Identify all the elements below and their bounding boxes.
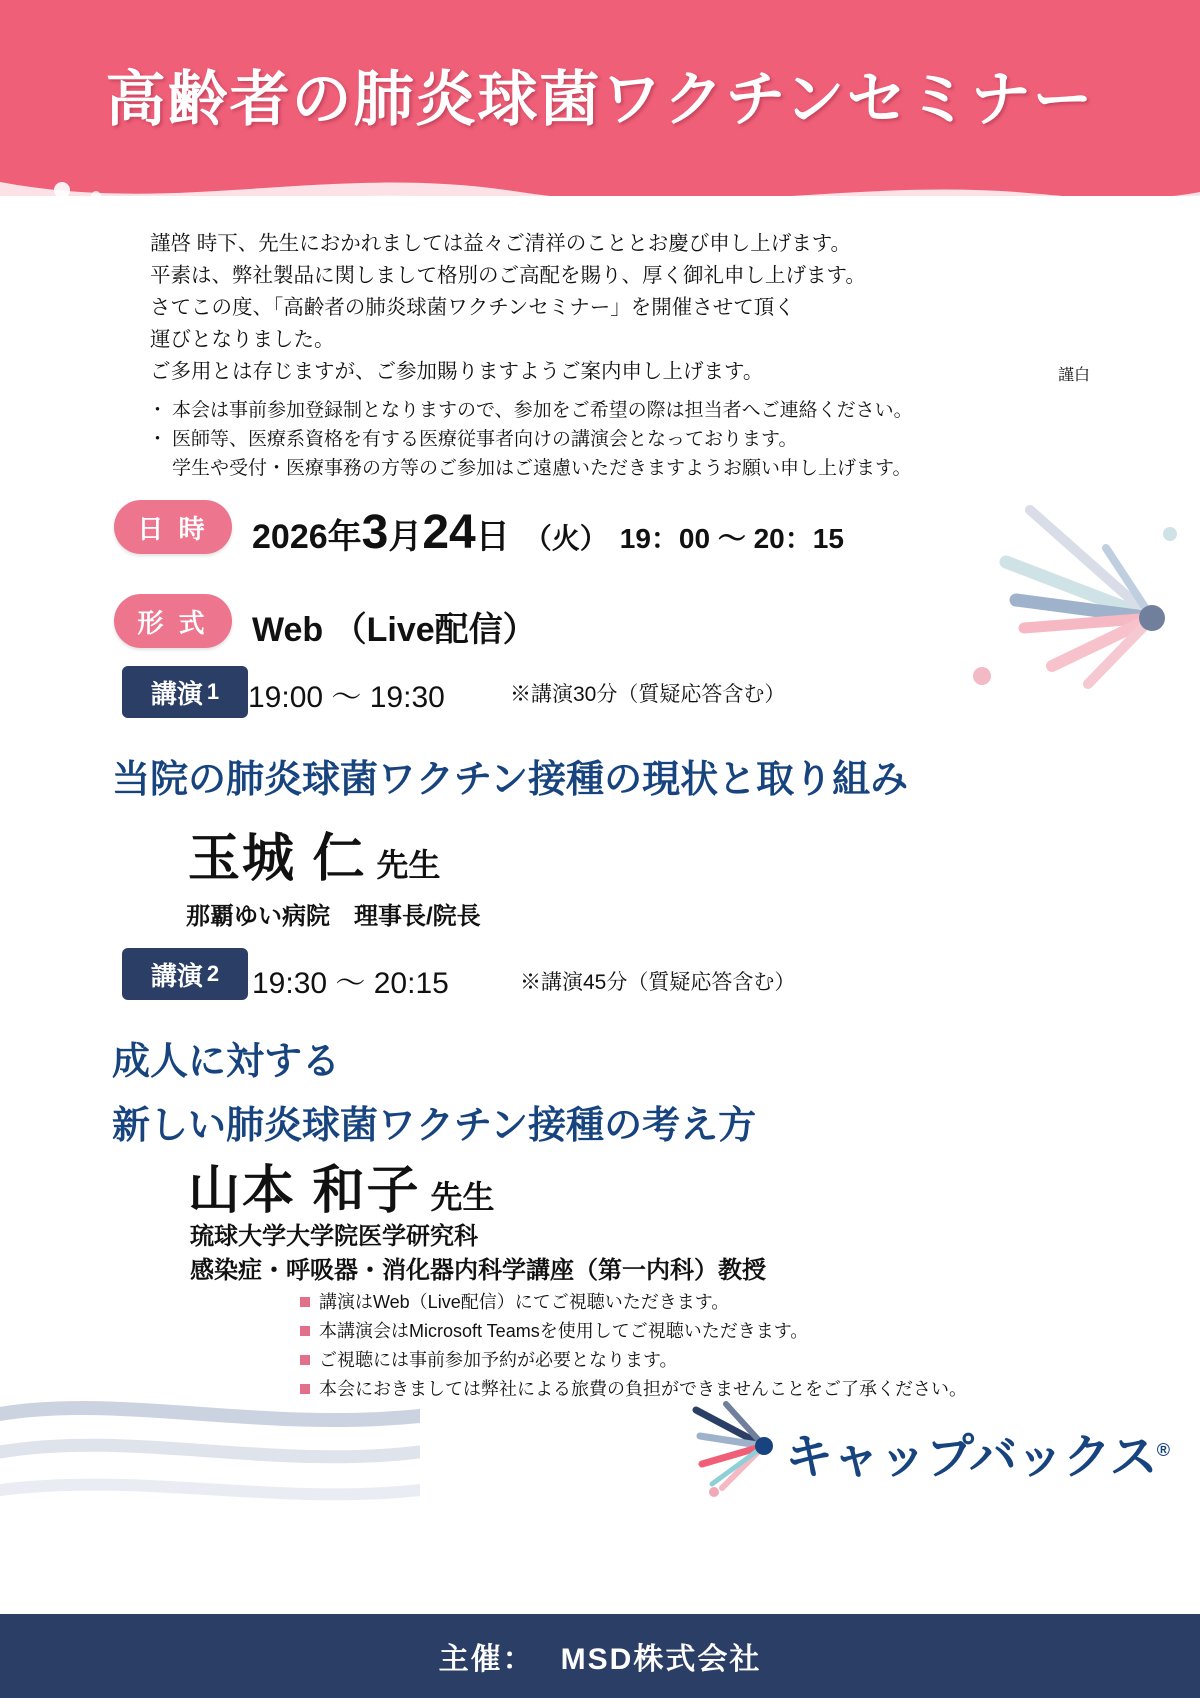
square-bullet-icon: [300, 1355, 310, 1365]
lecture-2-affiliation-2: 感染症・呼吸器・消化器内科学講座（第一内科）教授: [190, 1257, 766, 1284]
note-subtext: 学生や受付・医療事務の方等のご参加はご遠慮いただきますようお願い申し上げます。: [172, 458, 912, 479]
note-item: [148, 396, 1098, 425]
poster-footer: [0, 1614, 1200, 1698]
greeting-line-3: さてこの度、「高齢者の肺炎球菌ワクチンセミナー」を開催させて頂く: [150, 296, 795, 319]
footnote-item: [300, 1346, 1000, 1375]
footnote-text: ご視聴には事前参加予約が必要となります。: [319, 1350, 678, 1370]
greeting-line-5: ご多用とは存じますが、ご参加賜りますようご案内申し上げます。: [150, 360, 764, 383]
note-text: 本会は事前参加登録制となりますので、参加をご希望の際は担当者へご連絡ください。: [172, 400, 913, 421]
lecture-2-speaker: 山本 和子 先生: [188, 1162, 495, 1220]
lecture-1-time: 19:00 ～ 19:30: [248, 681, 445, 714]
lecture-2-badge: 講演 2: [122, 948, 248, 1000]
header-wave-decoration: [0, 176, 1200, 196]
footer-company: MSD株式会社: [560, 1643, 762, 1676]
event-datetime: 2026年3月24日 （火） 19：00 ～ 20：15: [252, 506, 844, 559]
format-label-badge: 形 式: [114, 594, 232, 648]
lecture-2-time: 19:30 ～ 20:15: [252, 967, 449, 1000]
lecture-2-affiliation-1: 琉球大学大学院医学研究科: [190, 1223, 478, 1250]
lecture-2-title-line-1: 成人に対する: [112, 1041, 341, 1083]
format-value: Web （Live配信）: [252, 611, 537, 649]
sponsor-logo: [690, 1392, 1169, 1502]
square-bullet-icon: [300, 1326, 310, 1336]
lecture-1-title: 当院の肺炎球菌ワクチン接種の現状と取り組み: [112, 759, 909, 801]
lecture-2-note: ※講演45分（質疑応答含む）: [520, 971, 796, 994]
footnote-item: [300, 1317, 1000, 1346]
logo-text: キャップバックス®: [785, 1431, 1169, 1484]
lecture-1-affiliation: 那覇ゆい病院 理事長/院長: [186, 903, 481, 930]
greeting-line-2: 平素は、弊社製品に関しまして格別のご高配を賜り、厚く御礼申し上げます。: [150, 264, 866, 287]
poster-header: [0, 0, 1200, 196]
footer-label: 主催：: [438, 1643, 535, 1676]
lecture-2-title-line-2: 新しい肺炎球菌ワクチン接種の考え方: [112, 1105, 757, 1147]
bullet-dot-icon: ・: [148, 429, 168, 450]
greeting-line-1: 謹啓 時下、先生におかれましては益々ご清祥のこととお慶び申し上げます。: [150, 232, 852, 255]
footnote-text: 本講演会はMicrosoft Teamsを使用してご視聴いただきます。: [319, 1321, 809, 1341]
square-bullet-icon: [300, 1297, 310, 1307]
footnote-text: 講演はWeb（Live配信）にてご視聴いただきます。: [319, 1292, 730, 1312]
lecture-1-note: ※講演30分（質疑応答含む）: [510, 683, 786, 706]
bullet-dot-icon: ・: [148, 400, 168, 421]
viewing-footnotes: [300, 1288, 1000, 1404]
footnote-text: 本会におきましては弊社による旅費の負担ができませんことをご了承ください。: [319, 1379, 967, 1399]
note-text: 医師等、医療系資格を有する医療従事者向けの講演会となっております。: [172, 429, 798, 450]
lecture-1-speaker: 玉城 仁 先生: [188, 830, 441, 888]
burst-decoration-right: [920, 470, 1200, 730]
page-title: 高齢者の肺炎球菌ワクチンセミナー: [105, 66, 1095, 133]
datetime-label-badge: 日 時: [114, 500, 232, 554]
wave-decoration-left: [0, 1390, 420, 1530]
lecture-1-badge: 講演 1: [122, 666, 248, 718]
greeting-line-4: 運びとなりました。: [150, 328, 335, 351]
greeting-closing: 謹白: [1057, 367, 1090, 384]
footnote-item: [300, 1288, 1000, 1317]
